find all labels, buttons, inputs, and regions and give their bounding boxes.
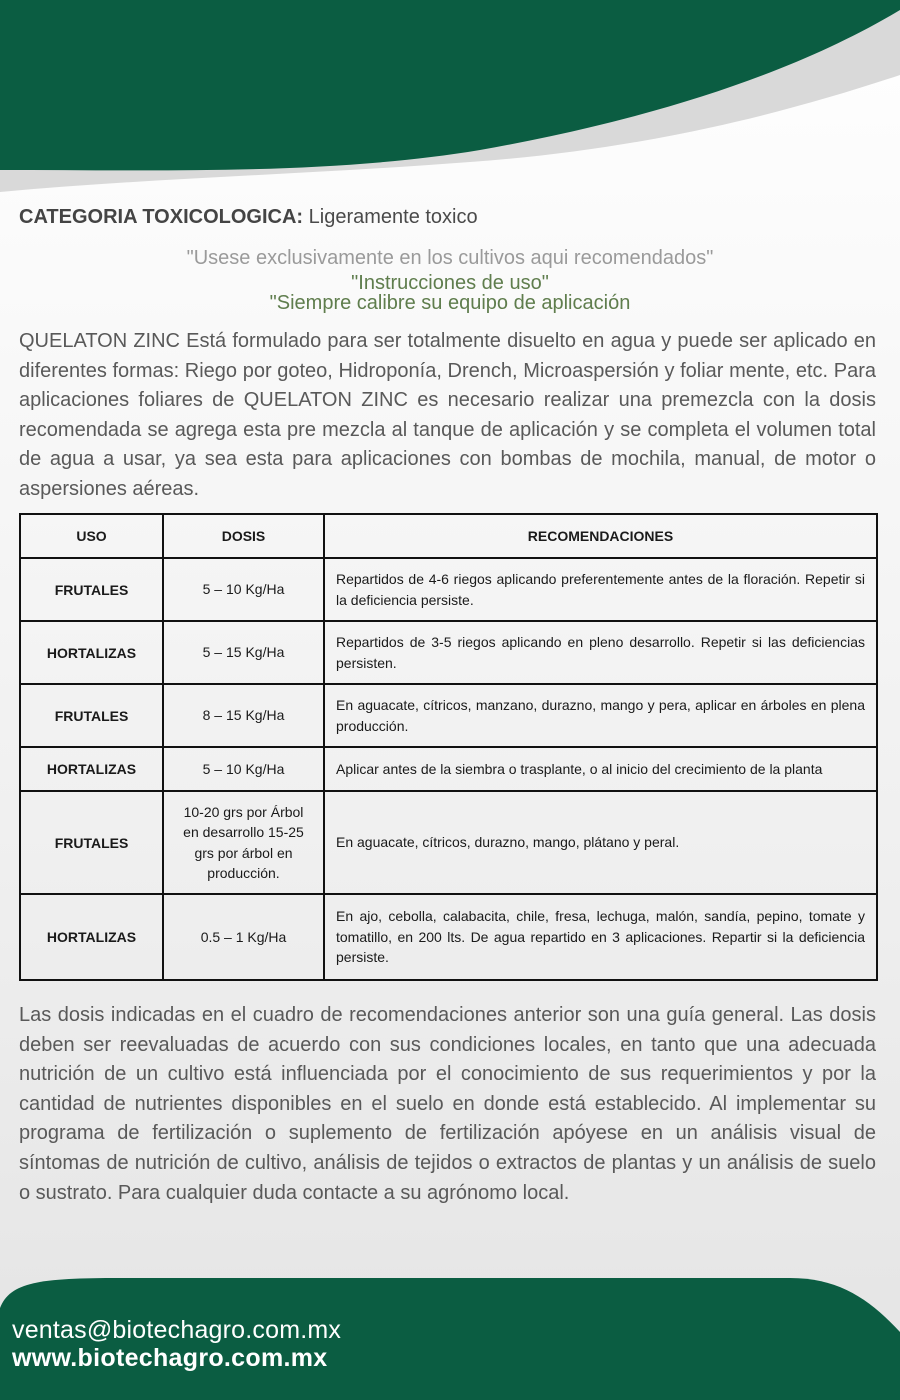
- toxicity-value: Ligeramente toxico: [303, 206, 478, 228]
- cell-uso: FRUTALES: [20, 791, 163, 894]
- cell-dosis: 5 – 10 Kg/Ha: [163, 558, 324, 621]
- usage-notice: "Usese exclusivamente en los cultivos aqui recomendados": [186, 247, 714, 269]
- cell-recomendacion: Aplicar antes de la siembra o trasplante, o al inicio del crecimiento de la planta: [324, 747, 877, 791]
- table-row: [20, 558, 877, 621]
- header-wave: [0, 0, 900, 200]
- table-row: [20, 684, 877, 747]
- cell-dosis: 5 – 15 Kg/Ha: [163, 621, 324, 684]
- contact-website[interactable]: www.biotechagro.com.mx: [12, 1344, 328, 1372]
- header-dosis: DOSIS: [163, 514, 324, 558]
- contact-email[interactable]: ventas@biotechagro.com.mx: [12, 1316, 342, 1344]
- cell-dosis: 10-20 grs por Árbol en desarrollo 15-25 grs por árbol en producción.: [163, 791, 324, 894]
- cell-dosis: 0.5 – 1 Kg/Ha: [163, 894, 324, 980]
- header-recomendaciones: RECOMENDACIONES: [324, 514, 877, 558]
- toxicity-label: CATEGORIA TOXICOLOGICA:: [19, 206, 304, 228]
- instructions-heading: "Instrucciones de uso": [351, 272, 549, 294]
- cell-uso: HORTALIZAS: [20, 621, 163, 684]
- table-row: [20, 621, 877, 684]
- cell-recomendacion: Repartidos de 4-6 riegos aplicando preferentemente antes de la floración. Repetir si la deficiencia persiste.: [324, 558, 877, 621]
- intro-paragraph: QUELATON ZINC Está formulado para ser totalmente disuelto en agua y puede ser aplicado en diferentes formas: Riego por goteo, Hidroponía, Drench, Microaspersión y foliar mente, etc. Para aplicaciones foliares de QUELATON ZINC es necesario realizar una premezcla con la dosis recomendada se agrega esta pre mezcla al tanque de aplicación y se completa el volumen total de agua a usar, ya sea esta para aplicaciones con bombas de mochila, manual, de motor o aspersiones aéreas.: [19, 330, 876, 500]
- cell-uso: FRUTALES: [20, 684, 163, 747]
- cell-recomendacion: En aguacate, cítricos, manzano, durazno, mango y pera, aplicar en árboles en plena producción.: [324, 684, 877, 747]
- table-row: [20, 747, 877, 791]
- table-header-row: [20, 514, 877, 558]
- cell-recomendacion: Repartidos de 3-5 riegos aplicando en pleno desarrollo. Repetir si las deficiencias persisten.: [324, 621, 877, 684]
- calibrate-notice: "Siempre calibre su equipo de aplicación: [269, 292, 631, 314]
- cell-recomendacion: En ajo, cebolla, calabacita, chile, fresa, lechuga, malón, sandía, pepino, tomate y tomatillo, en 200 lts. De agua repartido en 3 aplicaciones. Repartir si la deficiencia persiste.: [324, 894, 877, 980]
- table-row: [20, 894, 877, 980]
- cell-uso: HORTALIZAS: [20, 747, 163, 791]
- dosage-table: [19, 513, 878, 981]
- cell-dosis: 8 – 15 Kg/Ha: [163, 684, 324, 747]
- cell-dosis: 5 – 10 Kg/Ha: [163, 747, 324, 791]
- cell-recomendacion: En aguacate, cítricos, durazno, mango, plátano y peral.: [324, 791, 877, 894]
- cell-uso: FRUTALES: [20, 558, 163, 621]
- cell-uso: HORTALIZAS: [20, 894, 163, 980]
- header-uso: USO: [20, 514, 163, 558]
- toxicity-category: [19, 206, 478, 229]
- closing-paragraph: Las dosis indicadas en el cuadro de recomendaciones anterior son una guía general. Las dosis deben ser reevaluadas de acuerdo con sus condiciones locales, en tanto que una adecuada nutrición de un cultivo está influenciada por el conocimiento de sus requerimientos y por la cantidad de nutrientes disponibles en el suelo en donde está establecido. Al implementar su programa de fertilización o suplemento de fertilización apóyese en un análisis visual de síntomas de nutrición de cultivo, análisis de tejidos o extractos de plantas y un análisis de suelo o sustrato. Para cualquier duda contacte a su agrónomo local.: [19, 1004, 876, 1204]
- table-row: [20, 791, 877, 894]
